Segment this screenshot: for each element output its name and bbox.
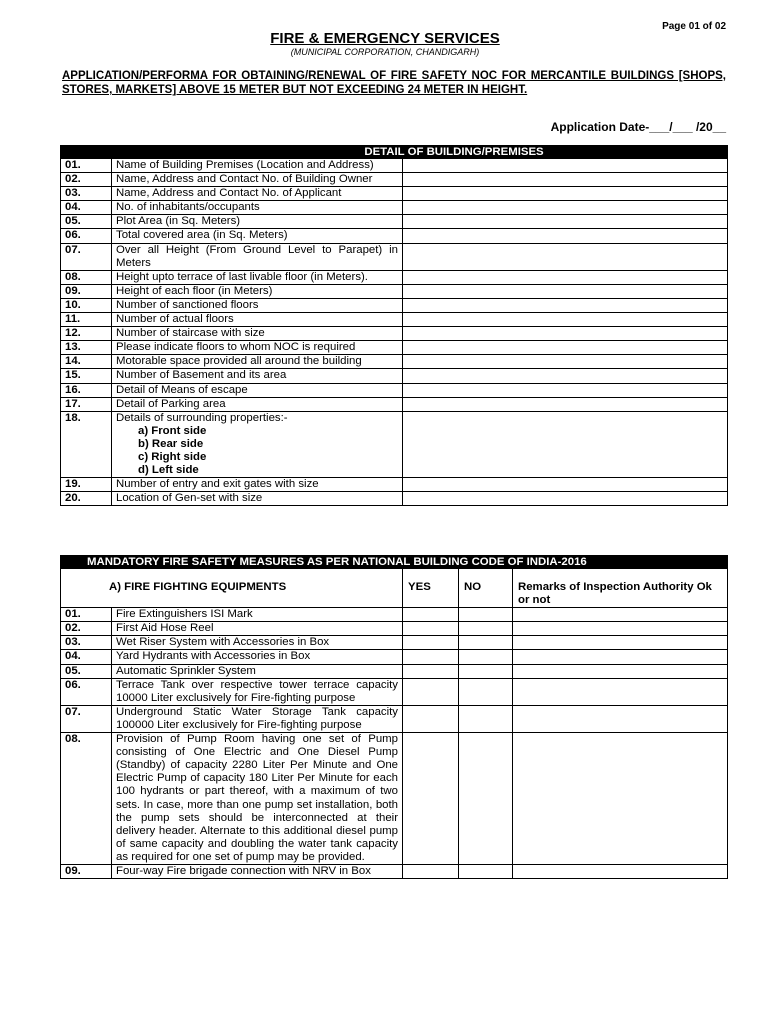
row-label-text: Name, Address and Contact No. of Building Owner [116,173,373,186]
building-section-header [61,146,728,159]
yes-cell[interactable] [403,678,459,705]
row-value-field[interactable] [403,243,728,270]
row-label-text: Detail of Means of escape [116,383,248,396]
row-value-field[interactable] [403,492,728,506]
row-label [112,341,403,355]
row-number: 20. [61,492,112,506]
equipment-label: Four-way Fire brigade connection with NRV in Box [112,864,403,878]
row-number: 01. [61,159,112,173]
no-cell[interactable] [459,650,513,664]
row-label [112,369,403,383]
equipment-label: Fire Extinguishers ISI Mark [112,608,403,622]
row-label-text: Please indicate floors to whom NOC is required [116,341,356,354]
no-cell[interactable] [459,608,513,622]
remarks-cell[interactable] [513,650,728,664]
measures-column-header [61,569,728,608]
row-label [112,243,403,270]
building-row [61,187,728,201]
yes-cell[interactable] [403,864,459,878]
building-row [61,298,728,312]
row-label [112,327,403,341]
row-number: 06. [61,678,112,705]
remarks-cell[interactable] [513,864,728,878]
building-row [61,411,728,477]
equipment-label: Wet Riser System with Accessories in Box [112,636,403,650]
row-number: 01. [61,608,112,622]
row-label [112,284,403,298]
row-number: 14. [61,355,112,369]
row-label-text: Number of staircase with size [116,327,265,340]
building-row [61,229,728,243]
row-value-field[interactable] [403,341,728,355]
building-details-table [60,145,728,506]
row-label-text: Number of Basement and its area [116,369,287,382]
organization-subtitle: (MUNICIPAL CORPORATION, CHANDIGARH) [290,47,480,57]
row-label [112,270,403,284]
row-value-field[interactable] [403,355,728,369]
row-label [112,313,403,327]
row-number: 12. [61,327,112,341]
no-cell[interactable] [459,622,513,636]
row-value-field[interactable] [403,397,728,411]
equipment-row [61,864,728,878]
measures-section-header [61,556,728,569]
row-value-field[interactable] [403,298,728,312]
remarks-column-header: Remarks of Inspection Authority Ok or not [513,569,728,608]
row-label [112,173,403,187]
row-label [112,215,403,229]
surrounding-side-item: b) Rear side [138,437,204,450]
row-number: 15. [61,369,112,383]
row-value-field[interactable] [403,187,728,201]
equipment-row [61,650,728,664]
surrounding-side-item: a) Front side [138,424,207,437]
building-row [61,327,728,341]
row-label [112,201,403,215]
row-number: 04. [61,650,112,664]
row-value-field[interactable] [403,201,728,215]
building-row [61,478,728,492]
row-value-field[interactable] [403,229,728,243]
row-label-text: Details of surrounding properties:- [116,411,288,424]
row-label [112,383,403,397]
no-cell[interactable] [459,636,513,650]
equipment-row [61,608,728,622]
row-label-text: Name of Building Premises (Location and Address) [116,159,374,171]
building-row [61,492,728,506]
row-label [112,411,403,477]
fire-fighting-equipments-title: A) FIRE FIGHTING EQUIPMENTS [109,581,287,593]
row-label-text: Detail of Parking area [116,397,226,410]
row-number: 11. [61,313,112,327]
row-number: 08. [61,270,112,284]
row-value-field[interactable] [403,270,728,284]
row-number: 07. [61,705,112,732]
yes-column-header: YES [403,569,459,608]
row-number: 18. [61,411,112,477]
equipment-label: First Aid Hose Reel [112,622,403,636]
application-title: APPLICATION/PERFORMA FOR OBTAINING/RENEWAL OF FIRE SAFETY NOC FOR MERCANTILE BUILDINGS [SHOPS, STORES, MARKETS] ABOVE 15 METER BUT NOT EXCEEDING 24 METER IN HEIGHT. [62,70,726,96]
row-number: 08. [61,733,112,865]
equipment-label: Automatic Sprinkler System [112,664,403,678]
no-cell[interactable] [459,864,513,878]
equipment-label: Underground Static Water Storage Tank capacity 100000 Liter exclusively for Fire-fighting purpose [112,705,403,732]
building-row [61,313,728,327]
no-cell[interactable] [459,664,513,678]
row-label-text: Location of Gen-set with size [116,492,263,505]
surrounding-side-item: c) Right side [138,450,207,463]
row-number: 05. [61,664,112,678]
row-number: 03. [61,636,112,650]
remarks-cell[interactable] [513,705,728,732]
row-value-field[interactable] [403,478,728,492]
equipment-row [61,636,728,650]
yes-cell[interactable] [403,636,459,650]
row-label [112,355,403,369]
remarks-cell[interactable] [513,678,728,705]
no-column-header: NO [459,569,513,608]
application-date: Application Date-___/___ /20__ [550,120,726,134]
row-number: 09. [61,284,112,298]
no-cell[interactable] [459,705,513,732]
row-label-text: Height of each floor (in Meters) [116,284,273,297]
yes-cell[interactable] [403,705,459,732]
equipment-row [61,678,728,705]
remarks-cell[interactable] [513,608,728,622]
building-row [61,270,728,284]
page-number: Page 01 of 02 [662,21,726,32]
building-row [61,369,728,383]
row-number: 04. [61,201,112,215]
yes-cell[interactable] [403,733,459,865]
row-label-text: Over all Height (From Ground Level to Parapet) in Meters [116,243,398,269]
equipment-label: Provision of Pump Room having one set of Pump consisting of One Electric and One Diesel Pump (Standby) of capacity 2280 Liter Per Minute and One Electric Pump of capacity 180 Liter Per Minute for each 100 hydrants or part thereof, with a maximum of two sets. In case, more than one pump set installation, both the pump sets should be interconnected at their delivery header. Alternate to this additional diesel pump of same capacity and doubling the water tank capacity as required for one set of pump may be provided. [112,733,403,865]
row-label-text: No. of inhabitants/occupants [116,201,260,214]
equipment-label: Terrace Tank over respective tower terrace capacity 10000 Liter exclusively for Fire-fighting purpose [112,678,403,705]
organization-title: FIRE & EMERGENCY SERVICES [270,30,500,47]
row-value-field[interactable] [403,369,728,383]
equipment-label: Yard Hydrants with Accessories in Box [112,650,403,664]
row-label [112,229,403,243]
yes-cell[interactable] [403,608,459,622]
row-value-field[interactable] [403,383,728,397]
row-value-field[interactable] [403,173,728,187]
remarks-cell[interactable] [513,622,728,636]
row-label [112,159,403,173]
measures-section-title: MANDATORY FIRE SAFETY MEASURES AS PER NATIONAL BUILDING CODE OF INDIA-2016 [61,556,728,569]
building-row [61,243,728,270]
row-label-text: Number of entry and exit gates with size [116,478,319,491]
building-row [61,173,728,187]
row-number: 16. [61,383,112,397]
row-number: 10. [61,298,112,312]
row-label-text: Number of actual floors [116,313,234,326]
yes-cell[interactable] [403,664,459,678]
row-label [112,478,403,492]
row-label-text: Name, Address and Contact No. of Applicant [116,187,342,200]
building-row [61,201,728,215]
remarks-cell[interactable] [513,636,728,650]
fire-measures-table [60,555,728,879]
yes-cell[interactable] [403,622,459,636]
row-number: 02. [61,173,112,187]
building-section-title: DETAIL OF BUILDING/PREMISES [364,146,544,158]
row-value-field[interactable] [403,159,728,173]
row-number: 03. [61,187,112,201]
row-label-text: Motorable space provided all around the building [116,355,362,368]
row-label [112,397,403,411]
row-label-text: Number of sanctioned floors [116,298,259,311]
row-number: 06. [61,229,112,243]
equipment-row [61,705,728,732]
no-cell[interactable] [459,733,513,865]
building-row [61,215,728,229]
row-label [112,492,403,506]
row-value-field[interactable] [403,327,728,341]
row-number: 05. [61,215,112,229]
row-number: 09. [61,864,112,878]
row-number: 17. [61,397,112,411]
row-value-field[interactable] [403,411,728,477]
row-number: 07. [61,243,112,270]
equipment-row [61,733,728,865]
building-row [61,355,728,369]
row-value-field[interactable] [403,313,728,327]
equipment-row [61,622,728,636]
building-row [61,397,728,411]
remarks-cell[interactable] [513,664,728,678]
no-cell[interactable] [459,678,513,705]
building-row [61,341,728,355]
building-row [61,159,728,173]
row-label [112,298,403,312]
row-label-text: Total covered area (in Sq. Meters) [116,229,288,242]
row-number: 02. [61,622,112,636]
row-number: 13. [61,341,112,355]
row-label [112,187,403,201]
yes-cell[interactable] [403,650,459,664]
remarks-cell[interactable] [513,733,728,865]
row-value-field[interactable] [403,284,728,298]
equipment-row [61,664,728,678]
row-number: 19. [61,478,112,492]
building-row [61,383,728,397]
row-label-text: Plot Area (in Sq. Meters) [116,215,241,228]
row-label-text: Height upto terrace of last livable floor (in Meters). [116,270,368,283]
surrounding-side-item: d) Left side [138,464,199,477]
row-value-field[interactable] [403,215,728,229]
building-row [61,284,728,298]
